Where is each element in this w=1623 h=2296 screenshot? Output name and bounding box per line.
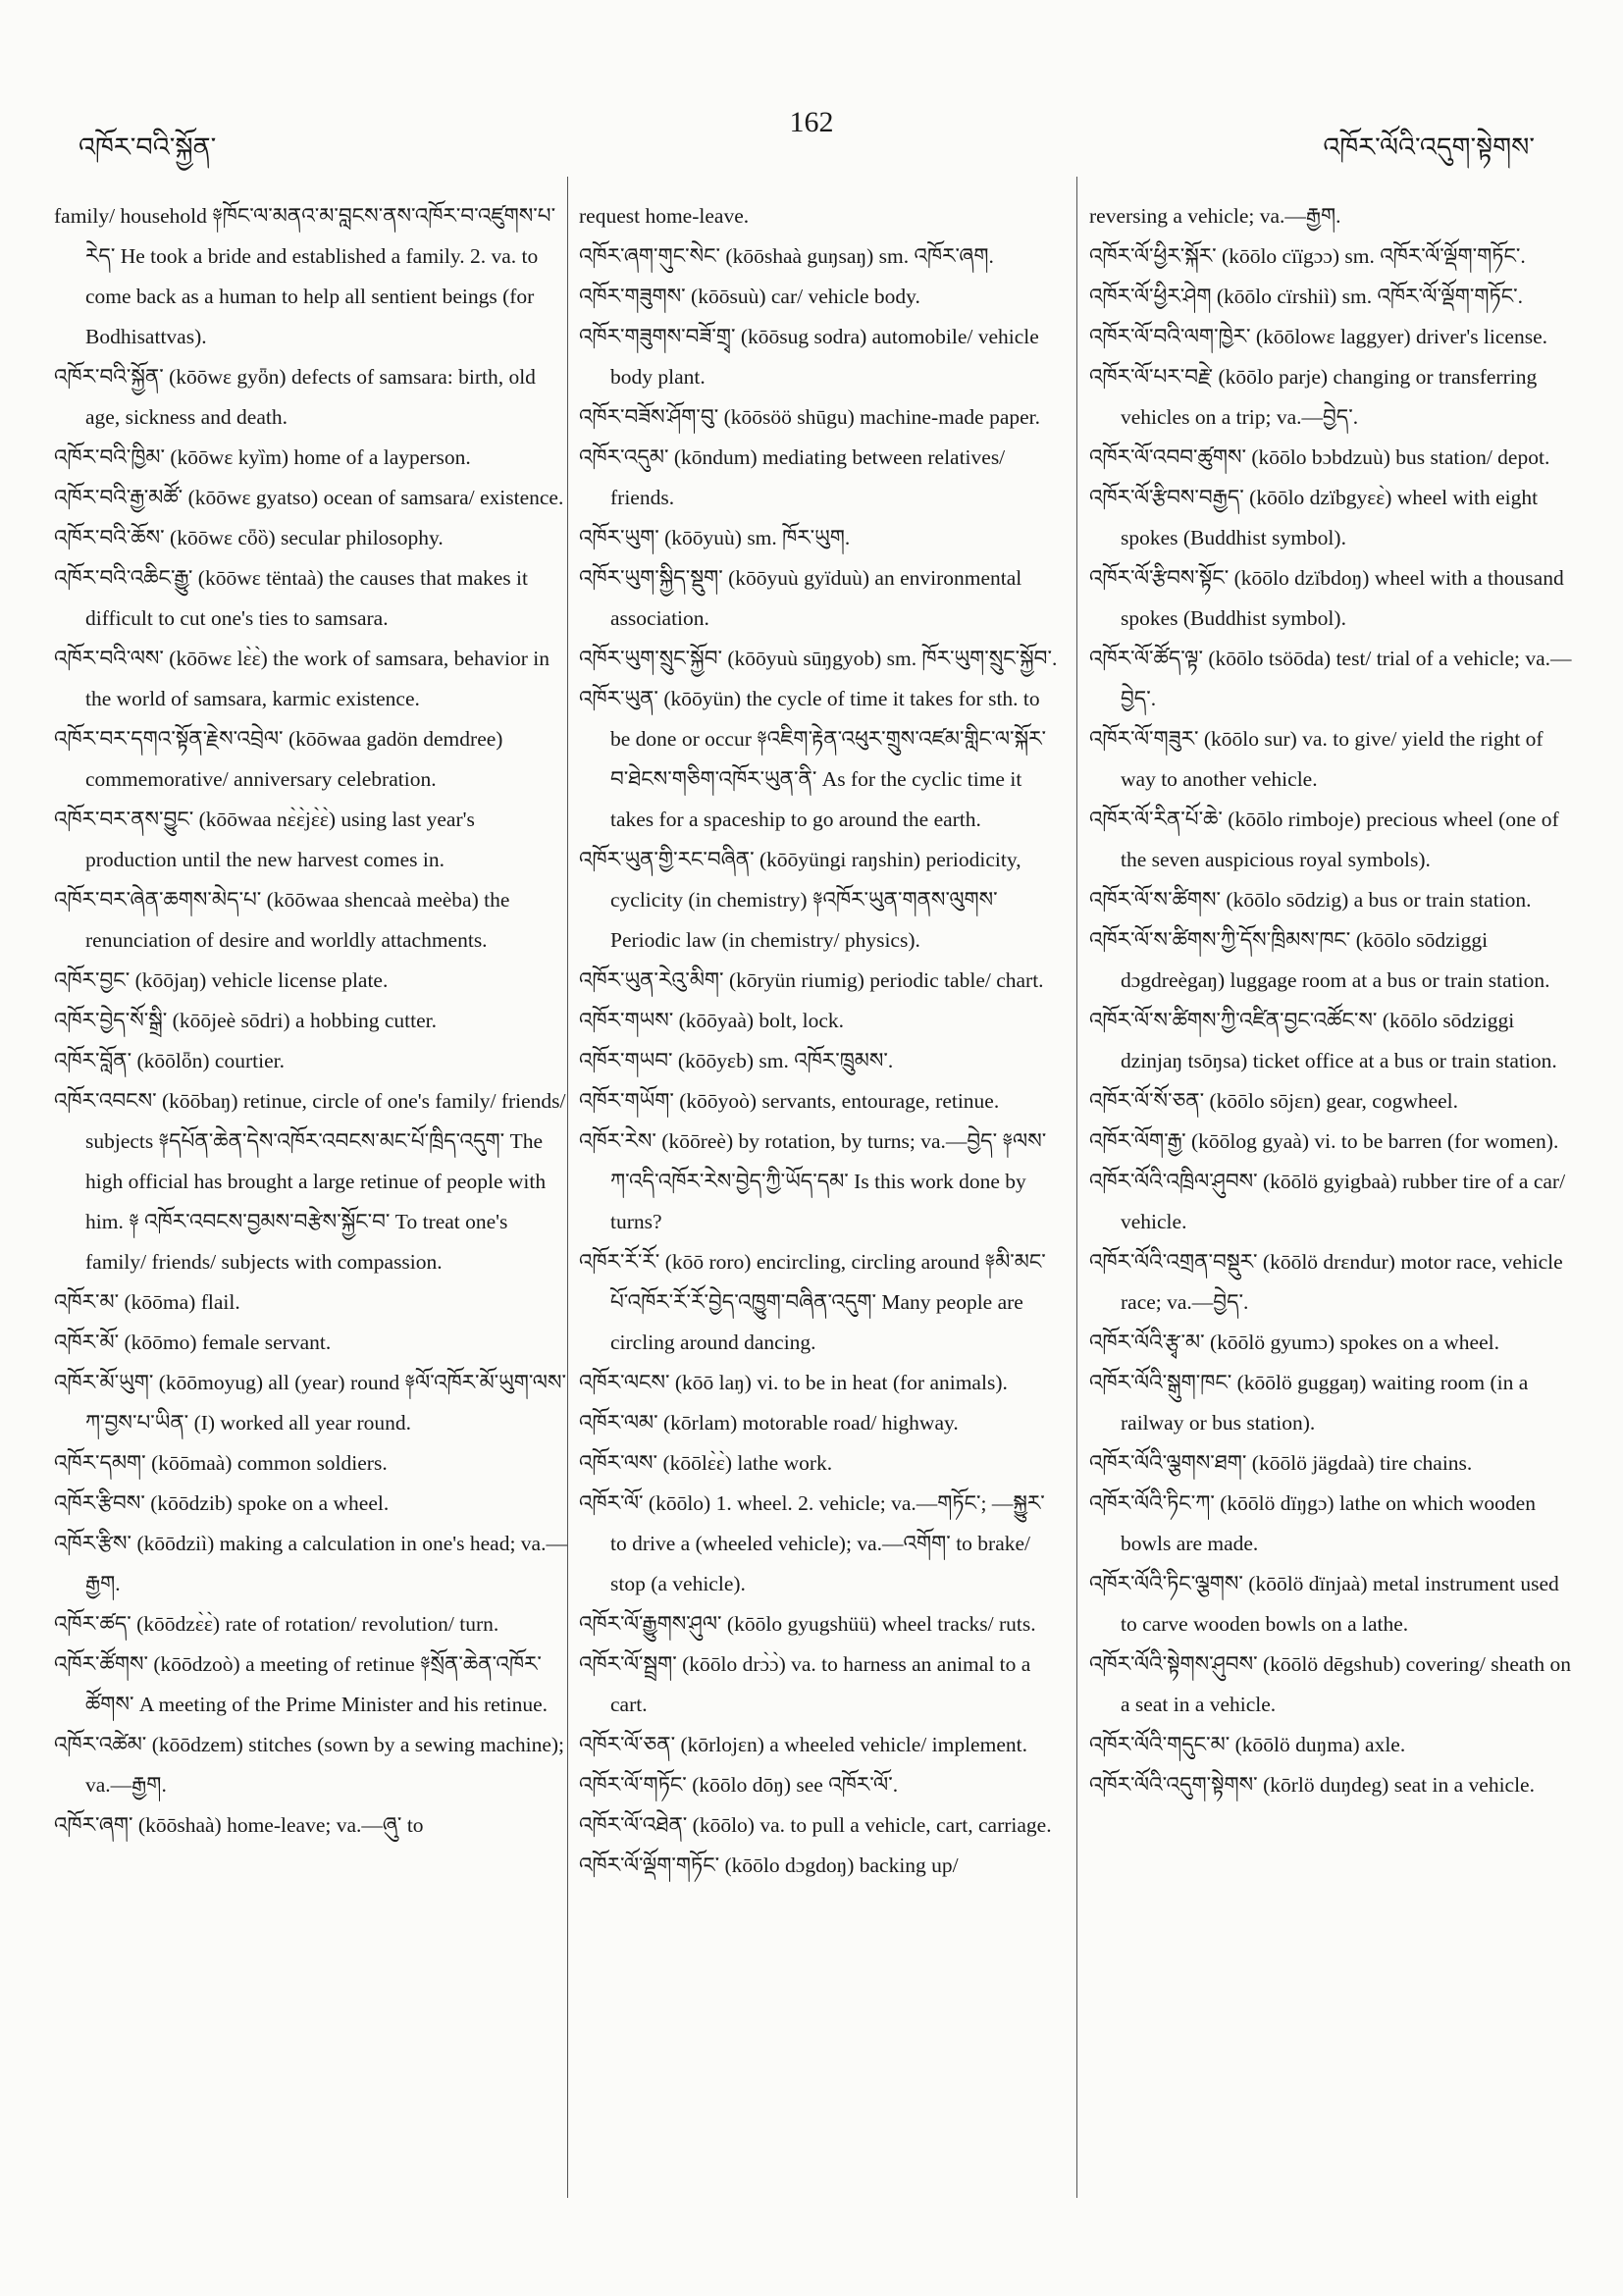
dictionary-entry: འཁོར་ལངས་ (kōō laŋ) vi. to be in heat (for animals). [579, 1371, 1008, 1394]
dictionary-entry: འཁོར་ཡུན་ (kōōyün) the cycle of time it takes for sth. to be done or occur ༈འཇིག་རྟེན་འཕུར་གྲུས་འཛམ་གླིང་ལ་སྐོར་བ་ཐེངས་གཅིག་འཁོར་ཡུན་ནི་ As for the cyclic time it takes for a spaceship to go around the earth. [579, 687, 1046, 831]
dictionary-entry: འཁོར་བྱེད་སོ་སྒྲི་ (kōōjeè sōdri) a hobbing cutter. [54, 1009, 437, 1032]
dictionary-entry: འཁོར་ལོ་འབབ་ཚུགས་ (kōōlo bɔbdzuù) bus station/ depot. [1089, 445, 1550, 469]
dictionary-entry: འཁོར་ལོ་ས་ཚིགས་ཀྱི་དོས་ཁྲིམས་ཁང་ (kōōlo sōdziggi dɔgdreègaŋ) luggage room at a bus or train station. [1089, 928, 1550, 992]
dictionary-entry: འཁོར་ལོ་པར་བརྗེ་ (kōōlo parje) changing or transferring vehicles on a trip; va.—བྱེད་. [1089, 365, 1538, 429]
dictionary-entry: འཁོར་ལོ་ (kōōlo) 1. wheel. 2. vehicle; va.—གཏོང་; —སྐྱུར་ to drive a (wheeled vehicle); va.—འགོག་ to brake/ stop (a vehicle). [579, 1491, 1045, 1595]
dictionary-entry: འཁོར་ལམ་ (kōrlam) motorable road/ highway. [579, 1411, 959, 1435]
dictionary-entry: འཁོར་བའི་རྒྱ་མཚོ་ (kōōwɛ gyatso) ocean of samsara/ existence. [54, 486, 564, 509]
page-header [0, 98, 1623, 163]
dictionary-entry: འཁོར་ལོའི་འགྲན་བསྡུར་ (kōōlö drɛndur) motor race, vehicle race; va.—བྱེད་. [1089, 1250, 1563, 1314]
dictionary-entry: འཁོར་ལོ་རྩིབས་སྟོང་ (kōōlo dzïbdoŋ) wheel with a thousand spokes (Buddhist symbol). [1089, 566, 1564, 630]
dictionary-entry: འཁོར་རོ་རོ་ (kōō roro) encircling, circling around ༈མི་མང་པོ་འཁོར་རོ་རོ་བྱེད་འཁྱུག་བཞིན་འདུག་ Many people are circling around dancing. [579, 1250, 1046, 1354]
dictionary-entry: འཁོར་གཡོག་ (kōōyoò) servants, entourage, retinue. [579, 1089, 1000, 1113]
dictionary-entry: འཁོར་བའི་ཁྱིམ་ (kōōwɛ kyȉm) home of a layperson. [54, 445, 471, 469]
dictionary-entry: འཁོར་བའི་ལས་ (kōōwɛ lɛ̀ɛ̀) the work of samsara, behavior in the world of samsara, karmic existence. [54, 647, 550, 710]
dictionary-entry: འཁོར་ལོའི་ཏིང་ཀ་ (kōōlö dïŋgɔ) lathe on which wooden bowls are made. [1089, 1491, 1536, 1555]
dictionary-entry: འཁོར་གཡབ་ (kōōyɛb) sm. འཁོར་ཁྲུམས་. [579, 1049, 894, 1072]
dictionary-entry: འཁོར་རྩིབས་ (kōōdzib) spoke on a wheel. [54, 1491, 390, 1515]
dictionary-entry: འཁོར་གཟུགས་ (kōōsuù) car/ vehicle body. [579, 285, 920, 308]
dictionary-entry: འཁོར་ཡུག་སྐྱིད་སྡུག་ (kōōyuù gyïduù) an environmental association. [579, 566, 1022, 630]
dictionary-entry: འཁོར་ལོ་ས་ཚིགས་ (kōōlo sōdzig) a bus or train station. [1089, 888, 1532, 912]
dictionary-entry: འཁོར་བར་ནས་བྱུང་ (kōōwaa nɛ̀ɛ̀jɛ̀ɛ̀) using last year's production until the new harvest comes in. [54, 808, 475, 871]
dictionary-entry: འཁོར་བའི་ཆོས་ (kōōwɛ cȫȍ) secular philosophy. [54, 526, 444, 549]
dictionary-entry: འཁོར་འབངས་ (kōōbaŋ) retinue, circle of one's family/ friends/ subjects ༈དཔོན་ཆེན་དེས་འཁོར་འབངས་མང་པོ་ཁྲིད་འདུག་ The high official has brought a large retinue of people with him. ༈ འཁོར་འབངས་བྱམས་བརྩེས་སྐྱོང་བ་ To treat one's family/ friends/ subjects with compassion. [54, 1089, 566, 1274]
dictionary-entry: འཁོར་རེས་ (kōōreè) by rotation, by turns; va.—བྱེད་ ༈ལས་ཀ་འདི་འཁོར་རེས་བྱེད་ཀྱི་ཡོད་དམ་ Is this work done by turns? [579, 1129, 1047, 1233]
dictionary-entry: འཁོར་ལོ་རྩིབས་བརྒྱད་ (kōōlo dzïbgyɛɛ̀) wheel with eight spokes (Buddhist symbol). [1089, 486, 1539, 549]
dictionary-entry: འཁོར་ཡུན་རེའུ་མིག་ (kōryün riumig) periodic table/ chart. [579, 968, 1044, 992]
dictionary-entry: reversing a vehicle; va.—རྒྱག. [1089, 204, 1341, 228]
dictionary-entry: འཁོར་བློན་ (kōōlȫn) courtier. [54, 1049, 285, 1072]
dictionary-entry: འཁོར་ལོ་བའི་ལག་ཁྱེར་ (kōōlowɛ laggyer) driver's license. [1089, 325, 1547, 348]
dictionary-entry: འཁོར་མོ་ (kōōmo) female servant. [54, 1331, 332, 1354]
dictionary-entry: འཁོར་མ་ (kōōma) flail. [54, 1290, 240, 1314]
dictionary-entry: འཁོར་བའི་འཆིང་རྒྱུ་ (kōōwɛ tëntaà) the causes that makes it difficult to cut one's ties to samsara. [54, 566, 528, 630]
running-head-left: འཁོར་བའི་སྐྱོན་ [79, 132, 217, 163]
dictionary-entry: འཁོར་འཚེམ་ (kōōdzem) stitches (sown by a sewing machine); va.—རྒྱག. [54, 1733, 565, 1797]
dictionary-entry: འཁོར་ལོ་གཏོང་ (kōōlo dōŋ) see འཁོར་ལོ་. [579, 1773, 899, 1797]
page-number: 162 [789, 106, 834, 138]
dictionary-entry: འཁོར་ལོ་ཕྱིར་སྐོར་ (kōōlo cïïgɔɔ) sm. འཁོར་ལོ་ལྡོག་གཏོང་. [1089, 244, 1526, 268]
dictionary-entry: འཁོར་རྩིས་ (kōōdziì) making a calculation in one's head; va.—རྒྱག. [54, 1532, 567, 1595]
dictionary-entry: འཁོར་ལོག་རྒྱ་ (kōōlog gyaà) vi. to be barren (for women). [1089, 1129, 1559, 1153]
dictionary-entry: འཁོར་ལོ་ཅན་ (kōrlojɛn) a wheeled vehicle/ implement. [579, 1733, 1027, 1756]
dictionary-entry: འཁོར་ལོ་འཐེན་ (kōōlo) va. to pull a vehicle, cart, carriage. [579, 1813, 1052, 1837]
dictionary-entry: འཁོར་ལོའི་སྒུག་ཁང་ (kōōlö guggaŋ) waiting room (in a railway or bus station). [1089, 1371, 1529, 1435]
dictionary-entry: འཁོར་ལོ་སྦྲག་ (kōōlo drɔ̀ɔ̀) va. to harness an animal to a cart. [579, 1652, 1031, 1716]
dictionary-entry: འཁོར་ལོ་གཟུར་ (kōōlo sur) va. to give/ yield the right of way to another vehicle. [1089, 727, 1544, 791]
dictionary-entry: འཁོར་ཡུག་ (kōōyuù) sm. ཁོར་ཡུག. [579, 526, 851, 549]
dictionary-entry: family/ household ༈ཁོང་ལ་མནའ་མ་བླངས་ནས་འཁོར་བ་འཛུགས་པ་རེད་ He took a bride and established a family. 2. va. to come back as a human to help all sentient beings (for Bodhisattvas). [54, 204, 556, 348]
dictionary-entry: འཁོར་ལོའི་ཏིང་ལྕགས་ (kōōlö dïnjaà) metal instrument used to carve wooden bowls on a lathe. [1089, 1572, 1559, 1636]
dictionary-entry: འཁོར་ལོ་རྒྱུགས་ཤུལ་ (kōōlo gyugshüü) wheel tracks/ ruts. [579, 1612, 1036, 1636]
dictionary-entry: འཁོར་ཡུན་གྱི་རང་བཞིན་ (kōōyüngi raŋshin) periodicity, cyclicity (in chemistry) ༈འཁོར་ཡུན་གནས་ལུགས་ Periodic law (in chemistry/ physics). [579, 848, 1021, 952]
dictionary-entry: འཁོར་བཟོས་ཤོག་བུ་ (kōōsöö shūgu) machine-made paper. [579, 405, 1041, 429]
dictionary-entry: འཁོར་ལོའི་རྩྭ་མ་ (kōōlö gyumɔ) spokes on a wheel. [1089, 1331, 1499, 1354]
dictionary-entry: འཁོར་ལས་ (kōōlɛ̀ɛ̀) lathe work. [579, 1451, 833, 1475]
dictionary-entry: འཁོར་བར་དགའ་སྟོན་རྗེས་འབྲེལ་ (kōōwaa gadön demdree) commemorative/ anniversary celebration. [54, 727, 503, 791]
dictionary-entry: འཁོར་ལོ་ས་ཚིགས་ཀྱི་འཛིན་བྱང་འཚོང་ས་ (kōōlo sōdziggi dzinjaŋ tsōŋsa) ticket office at a bus or train station. [1089, 1009, 1557, 1072]
dictionary-column-1 [54, 196, 569, 1846]
running-head-right: འཁོར་ལོའི་འདུག་སྟེགས་ [1323, 132, 1535, 163]
dictionary-column-3 [1089, 196, 1580, 1805]
dictionary-entry: འཁོར་ལོའི་གདུང་མ་ (kōōlö duŋma) axle. [1089, 1733, 1406, 1756]
dictionary-entry: འཁོར་ཡུག་སྲུང་སྐྱོབ་ (kōōyuù sūŋgyob) sm. ཁོར་ཡུག་སྲུང་སྐྱོབ་. [579, 647, 1058, 670]
dictionary-entry: འཁོར་ཚད་ (kōōdzɛ̀ɛ̀) rate of rotation/ revolution/ turn. [54, 1612, 499, 1636]
dictionary-entry: འཁོར་གཡས་ (kōōyaà) bolt, lock. [579, 1009, 844, 1032]
dictionary-entry: འཁོར་ལོའི་སྟེགས་ཤུབས་ (kōōlö dēgshub) covering/ sheath on a seat in a vehicle. [1089, 1652, 1572, 1716]
dictionary-entry: འཁོར་གཟུགས་བཟོ་གྲྭ་ (kōōsug sodra) automobile/ vehicle body plant. [579, 325, 1039, 389]
dictionary-entry: འཁོར་ལོ་ལྡོག་གཏོང་ (kōōlo dɔgdoŋ) backing up/ [579, 1853, 959, 1877]
dictionary-entry: འཁོར་ལོ་རིན་པོ་ཆེ་ (kōōlo rimboje) precious wheel (one of the seven auspicious royal symbols). [1089, 808, 1559, 871]
dictionary-entry: འཁོར་མོ་ཡུག་ (kōōmoyug) all (year) round ༈ལོ་འཁོར་མོ་ཡུག་ལས་ཀ་བྱས་པ་ཡིན་ (I) worked all year round. [54, 1371, 566, 1435]
dictionary-entry: འཁོར་ཚོགས་ (kōōdzoò) a meeting of retinue ༈སྲོན་ཆེན་འཁོར་ཚོགས་ A meeting of the Prime Minister and his retinue. [54, 1652, 549, 1716]
dictionary-entry: འཁོར་ལོ་ཕྱིར་ཤེག (kōōlo cïrshiì) sm. འཁོར་ལོ་ལྡོག་གཏོང་. [1089, 285, 1523, 308]
dictionary-entry: འཁོར་བའི་སྐྱོན་ (kōōwɛ gyȫn) defects of samsara: birth, old age, sickness and death. [54, 365, 536, 429]
dictionary-entry: འཁོར་བྱང་ (kōōjaŋ) vehicle license plate. [54, 968, 389, 992]
dictionary-entry: འཁོར་ལོའི་འཁྲིལ་ཤུབས་ (kōōlö gyigbaà) rubber tire of a car/ vehicle. [1089, 1170, 1566, 1233]
column-divider [1076, 177, 1077, 2198]
dictionary-entry: འཁོར་དམག་ (kōōmaà) common soldiers. [54, 1451, 388, 1475]
dictionary-entry: འཁོར་ལོའི་ལྕགས་ཐག་ (kōōlö jägdaà) tire chains. [1089, 1451, 1473, 1475]
dictionary-entry: འཁོར་ལོ་སོ་ཅན་ (kōōlo sōjɛn) gear, cogwheel. [1089, 1089, 1459, 1113]
dictionary-entry: འཁོར་ཞག་ (kōōshaà) home-leave; va.—ཞུ་ to [54, 1813, 424, 1837]
dictionary-entry: འཁོར་ལོ་ཚོད་ལྟ་ (kōōlo tsöōda) test/ trial of a vehicle; va.—བྱེད་. [1089, 647, 1572, 710]
dictionary-entry: request home-leave. [579, 204, 750, 228]
dictionary-column-2 [579, 196, 1060, 1886]
dictionary-entry: འཁོར་བར་ཞེན་ཆགས་མེད་པ་ (kōōwaa shencaà meèba) the renunciation of desire and worldly attachments. [54, 888, 510, 952]
dictionary-entry: འཁོར་ལོའི་འདུག་སྟེགས་ (kōrlö duŋdeg) seat in a vehicle. [1089, 1773, 1535, 1797]
dictionary-entry: འཁོར་འདུམ་ (kōndum) mediating between relatives/ friends. [579, 445, 1006, 509]
dictionary-entry: འཁོར་ཞག་གུང་སེང་ (kōōshaà guŋsaŋ) sm. འཁོར་ཞག. [579, 244, 994, 268]
